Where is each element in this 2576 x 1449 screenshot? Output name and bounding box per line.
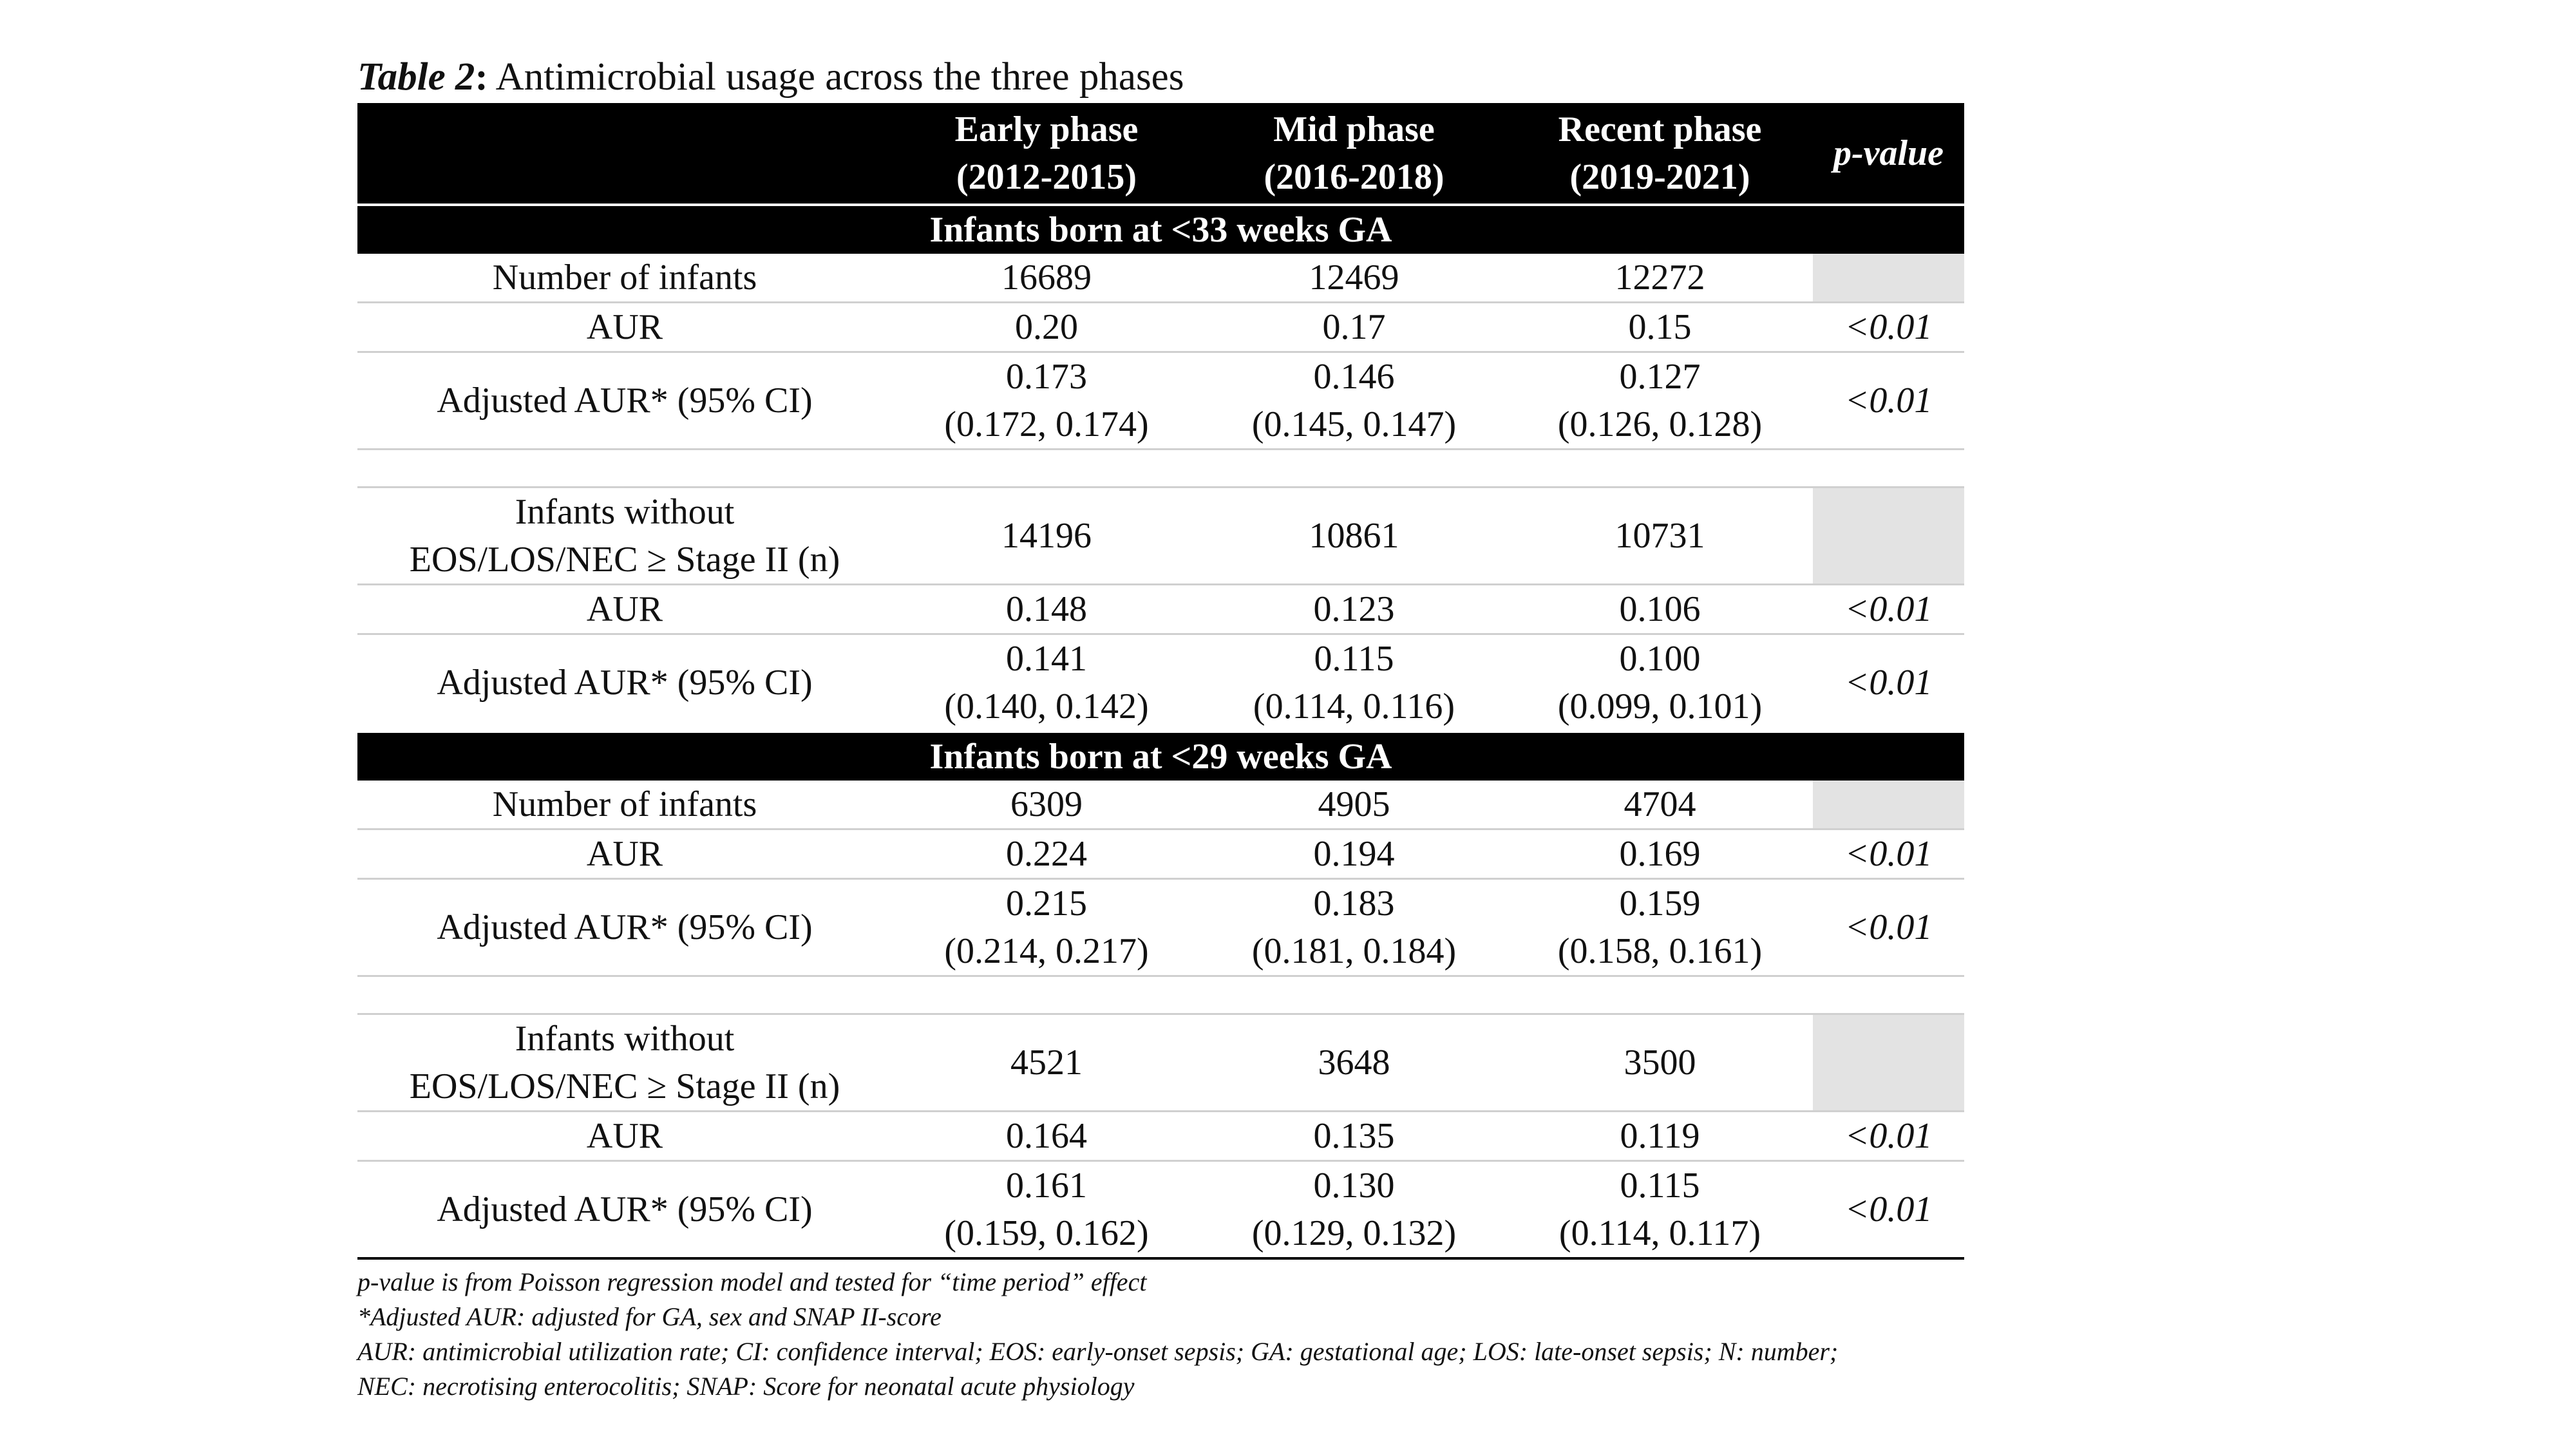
mid-phase-value-line: (0.145, 0.147) (1251, 404, 1457, 444)
recent-phase-value-line: (0.114, 0.117) (1558, 1213, 1761, 1253)
recent-phase-value-line: 12272 (1615, 258, 1705, 298)
p-value-cell: <0.01 (1813, 1112, 1964, 1161)
row-label-line: Infants without (515, 1019, 735, 1059)
recent-phase-value (1507, 585, 1813, 634)
header-empty (357, 103, 892, 205)
early-phase-value-line: (0.172, 0.174) (944, 404, 1149, 444)
table-footnotes (357, 1265, 1964, 1404)
early-phase-value (892, 1161, 1201, 1259)
row-label-line: Infants without (515, 492, 735, 532)
row-label (357, 829, 892, 879)
table-header (357, 103, 1964, 205)
p-value-cell: <0.01 (1813, 585, 1964, 634)
early-phase-value (892, 879, 1201, 976)
early-phase-value (892, 781, 1201, 829)
early-phase-value-line: (0.214, 0.217) (944, 931, 1149, 971)
row-label-line: Adjusted AUR* (95% CI) (437, 663, 813, 703)
spacer-row (357, 976, 1964, 1014)
row-label (357, 352, 892, 450)
recent-phase-value (1507, 303, 1813, 352)
mid-phase-value (1201, 879, 1507, 976)
early-phase-value-line: 0.20 (1015, 307, 1078, 347)
recent-phase-value (1507, 488, 1813, 585)
caption-text: Antimicrobial usage across the three phases (488, 55, 1184, 99)
mid-phase-value-line: 10861 (1309, 516, 1399, 556)
recent-phase-value-line: (0.099, 0.101) (1557, 687, 1763, 726)
early-phase-value-line: 0.141 (1006, 639, 1087, 679)
early-phase-value-line: 16689 (1001, 258, 1092, 298)
row-label (357, 781, 892, 829)
row-label-line: Adjusted AUR* (95% CI) (437, 1189, 813, 1229)
row-label (357, 1161, 892, 1259)
table-row (357, 488, 1964, 585)
mid-phase-value (1201, 829, 1507, 879)
early-phase-value (892, 254, 1201, 303)
spacer-cell (1507, 976, 1813, 1014)
spacer-row (357, 450, 1964, 488)
spacer-cell (1507, 450, 1813, 488)
table-row (357, 303, 1964, 352)
early-phase-value (892, 585, 1201, 634)
spacer-cell (892, 976, 1201, 1014)
footnote-4: NEC: necrotising enterocolitis; SNAP: Score for neonatal acute physiology (357, 1372, 1135, 1401)
mid-phase-value-line: 0.135 (1313, 1116, 1395, 1156)
row-label-line: AUR (586, 307, 663, 347)
recent-phase-value-line: (0.158, 0.161) (1557, 931, 1763, 971)
spacer-cell (1201, 450, 1507, 488)
early-phase-value-line: 0.224 (1006, 834, 1087, 874)
p-value-cell: <0.01 (1813, 634, 1964, 732)
p-value-cell: <0.01 (1813, 879, 1964, 976)
footnote-1: p-value is from Poisson regression model and tested for “time period” effect (357, 1267, 1147, 1296)
p-value-cell (1813, 781, 1964, 829)
early-phase-value (892, 829, 1201, 879)
header-row (357, 103, 1964, 205)
mid-phase-value-line: 0.146 (1313, 357, 1395, 397)
early-phase-value (892, 1014, 1201, 1112)
table-caption (357, 52, 1964, 103)
section-title: Infants born at <33 weeks GA (357, 205, 1964, 254)
mid-phase-value (1201, 1161, 1507, 1259)
table-row (357, 634, 1964, 732)
table-row (357, 781, 1964, 829)
data-table (357, 103, 1964, 1260)
recent-phase-value (1507, 879, 1813, 976)
recent-phase-value-line: 0.127 (1619, 357, 1701, 397)
early-phase-value-line: 0.215 (1006, 884, 1087, 923)
early-phase-value-line: 0.164 (1006, 1116, 1087, 1156)
mid-phase-value-line: 4905 (1318, 784, 1390, 824)
row-label-line: EOS/LOS/NEC ≥ Stage II (n) (409, 540, 840, 580)
header-mid-phase-years: (2016-2018) (1264, 157, 1444, 197)
caption-label: Table 2 (357, 55, 475, 99)
row-label (357, 1014, 892, 1112)
p-value-cell (1813, 254, 1964, 303)
header-early-phase-title: Early phase (954, 109, 1139, 149)
row-label-line: AUR (586, 589, 663, 629)
mid-phase-value (1201, 781, 1507, 829)
row-label (357, 879, 892, 976)
recent-phase-value (1507, 254, 1813, 303)
header-early-phase-years: (2012-2015) (956, 157, 1137, 197)
early-phase-value-line: 14196 (1001, 516, 1092, 556)
recent-phase-value-line: 10731 (1615, 516, 1705, 556)
table-row (357, 585, 1964, 634)
early-phase-value (892, 303, 1201, 352)
header-mid-phase-title: Mid phase (1273, 109, 1435, 149)
recent-phase-value-line: 0.100 (1619, 639, 1701, 679)
early-phase-value-line: 6309 (1010, 784, 1083, 824)
footnote-2: *Adjusted AUR: adjusted for GA, sex and SNAP II-score (357, 1302, 942, 1331)
section-title: Infants born at <29 weeks GA (357, 732, 1964, 781)
spacer-cell (1201, 976, 1507, 1014)
mid-phase-value (1201, 352, 1507, 450)
header-p-value: p-value (1813, 103, 1964, 205)
table-row (357, 352, 1964, 450)
recent-phase-value-line: 0.15 (1628, 307, 1692, 347)
recent-phase-value (1507, 634, 1813, 732)
row-label-line: Adjusted AUR* (95% CI) (437, 907, 813, 947)
footnote-3: AUR: antimicrobial utilization rate; CI: confidence interval; EOS: early-onset sepsis; GA: gestational age; LOS: late-onset sepsis; N: number; (357, 1337, 1839, 1366)
table-row (357, 879, 1964, 976)
row-label-line: Number of infants (492, 258, 757, 298)
early-phase-value (892, 488, 1201, 585)
spacer-cell (1813, 450, 1964, 488)
p-value-cell: <0.01 (1813, 303, 1964, 352)
mid-phase-value (1201, 1112, 1507, 1161)
header-mid-phase (1201, 103, 1507, 205)
mid-phase-value-line: 0.17 (1322, 307, 1386, 347)
table-row (357, 1112, 1964, 1161)
early-phase-value-line: 4521 (1010, 1043, 1083, 1083)
recent-phase-value-line: 3500 (1624, 1043, 1696, 1083)
header-recent-phase-title: Recent phase (1558, 109, 1762, 149)
recent-phase-value (1507, 829, 1813, 879)
spacer-cell (357, 976, 892, 1014)
recent-phase-value-line: 0.119 (1620, 1116, 1700, 1156)
table-row (357, 254, 1964, 303)
row-label-line: AUR (586, 834, 663, 874)
caption-colon: : (475, 55, 488, 99)
header-early-phase (892, 103, 1201, 205)
mid-phase-value (1201, 585, 1507, 634)
mid-phase-value-line: (0.129, 0.132) (1251, 1213, 1457, 1253)
mid-phase-value (1201, 634, 1507, 732)
mid-phase-value-line: 0.183 (1313, 884, 1395, 923)
recent-phase-value-line: 0.106 (1619, 589, 1701, 629)
p-value-cell (1813, 1014, 1964, 1112)
recent-phase-value-line: 4704 (1624, 784, 1696, 824)
recent-phase-value-line: 0.115 (1620, 1166, 1700, 1206)
row-label-line: EOS/LOS/NEC ≥ Stage II (n) (409, 1066, 840, 1106)
early-phase-value-line: (0.140, 0.142) (944, 687, 1149, 726)
mid-phase-value (1201, 254, 1507, 303)
spacer-cell (892, 450, 1201, 488)
early-phase-value (892, 352, 1201, 450)
mid-phase-value (1201, 488, 1507, 585)
mid-phase-value-line: 0.194 (1313, 834, 1395, 874)
row-label (357, 303, 892, 352)
row-label (357, 634, 892, 732)
section-header-row (357, 205, 1964, 254)
table-body (357, 205, 1964, 1258)
mid-phase-value (1201, 1014, 1507, 1112)
early-phase-value-line: (0.159, 0.162) (944, 1213, 1149, 1253)
row-label-line: Adjusted AUR* (95% CI) (437, 381, 813, 421)
header-recent-phase (1507, 103, 1813, 205)
table-figure (357, 52, 1964, 1404)
header-recent-phase-years: (2019-2021) (1569, 157, 1750, 197)
early-phase-value-line: 0.173 (1006, 357, 1087, 397)
mid-phase-value-line: 3648 (1318, 1043, 1390, 1083)
mid-phase-value (1201, 303, 1507, 352)
spacer-cell (1813, 976, 1964, 1014)
mid-phase-value-line: 0.115 (1314, 639, 1394, 679)
table-row (357, 1161, 1964, 1259)
p-value-cell: <0.01 (1813, 829, 1964, 879)
mid-phase-value-line: 12469 (1309, 258, 1399, 298)
mid-phase-value-line: (0.181, 0.184) (1251, 931, 1457, 971)
recent-phase-value-line: 0.169 (1619, 834, 1701, 874)
early-phase-value (892, 634, 1201, 732)
row-label-line: AUR (586, 1116, 663, 1156)
recent-phase-value (1507, 352, 1813, 450)
row-label (357, 488, 892, 585)
recent-phase-value (1507, 781, 1813, 829)
row-label (357, 1112, 892, 1161)
early-phase-value-line: 0.161 (1006, 1166, 1087, 1206)
early-phase-value-line: 0.148 (1006, 589, 1087, 629)
recent-phase-value-line: 0.159 (1619, 884, 1701, 923)
recent-phase-value (1507, 1112, 1813, 1161)
spacer-cell (357, 450, 892, 488)
early-phase-value (892, 1112, 1201, 1161)
p-value-cell: <0.01 (1813, 352, 1964, 450)
recent-phase-value (1507, 1161, 1813, 1259)
row-label (357, 254, 892, 303)
table-row (357, 1014, 1964, 1112)
mid-phase-value-line: (0.114, 0.116) (1253, 687, 1455, 726)
section-header-row (357, 732, 1964, 781)
p-value-cell (1813, 488, 1964, 585)
mid-phase-value-line: 0.130 (1313, 1166, 1395, 1206)
table-row (357, 829, 1964, 879)
row-label-line: Number of infants (492, 784, 757, 824)
p-value-cell: <0.01 (1813, 1161, 1964, 1259)
mid-phase-value-line: 0.123 (1313, 589, 1395, 629)
recent-phase-value (1507, 1014, 1813, 1112)
recent-phase-value-line: (0.126, 0.128) (1557, 404, 1763, 444)
row-label (357, 585, 892, 634)
